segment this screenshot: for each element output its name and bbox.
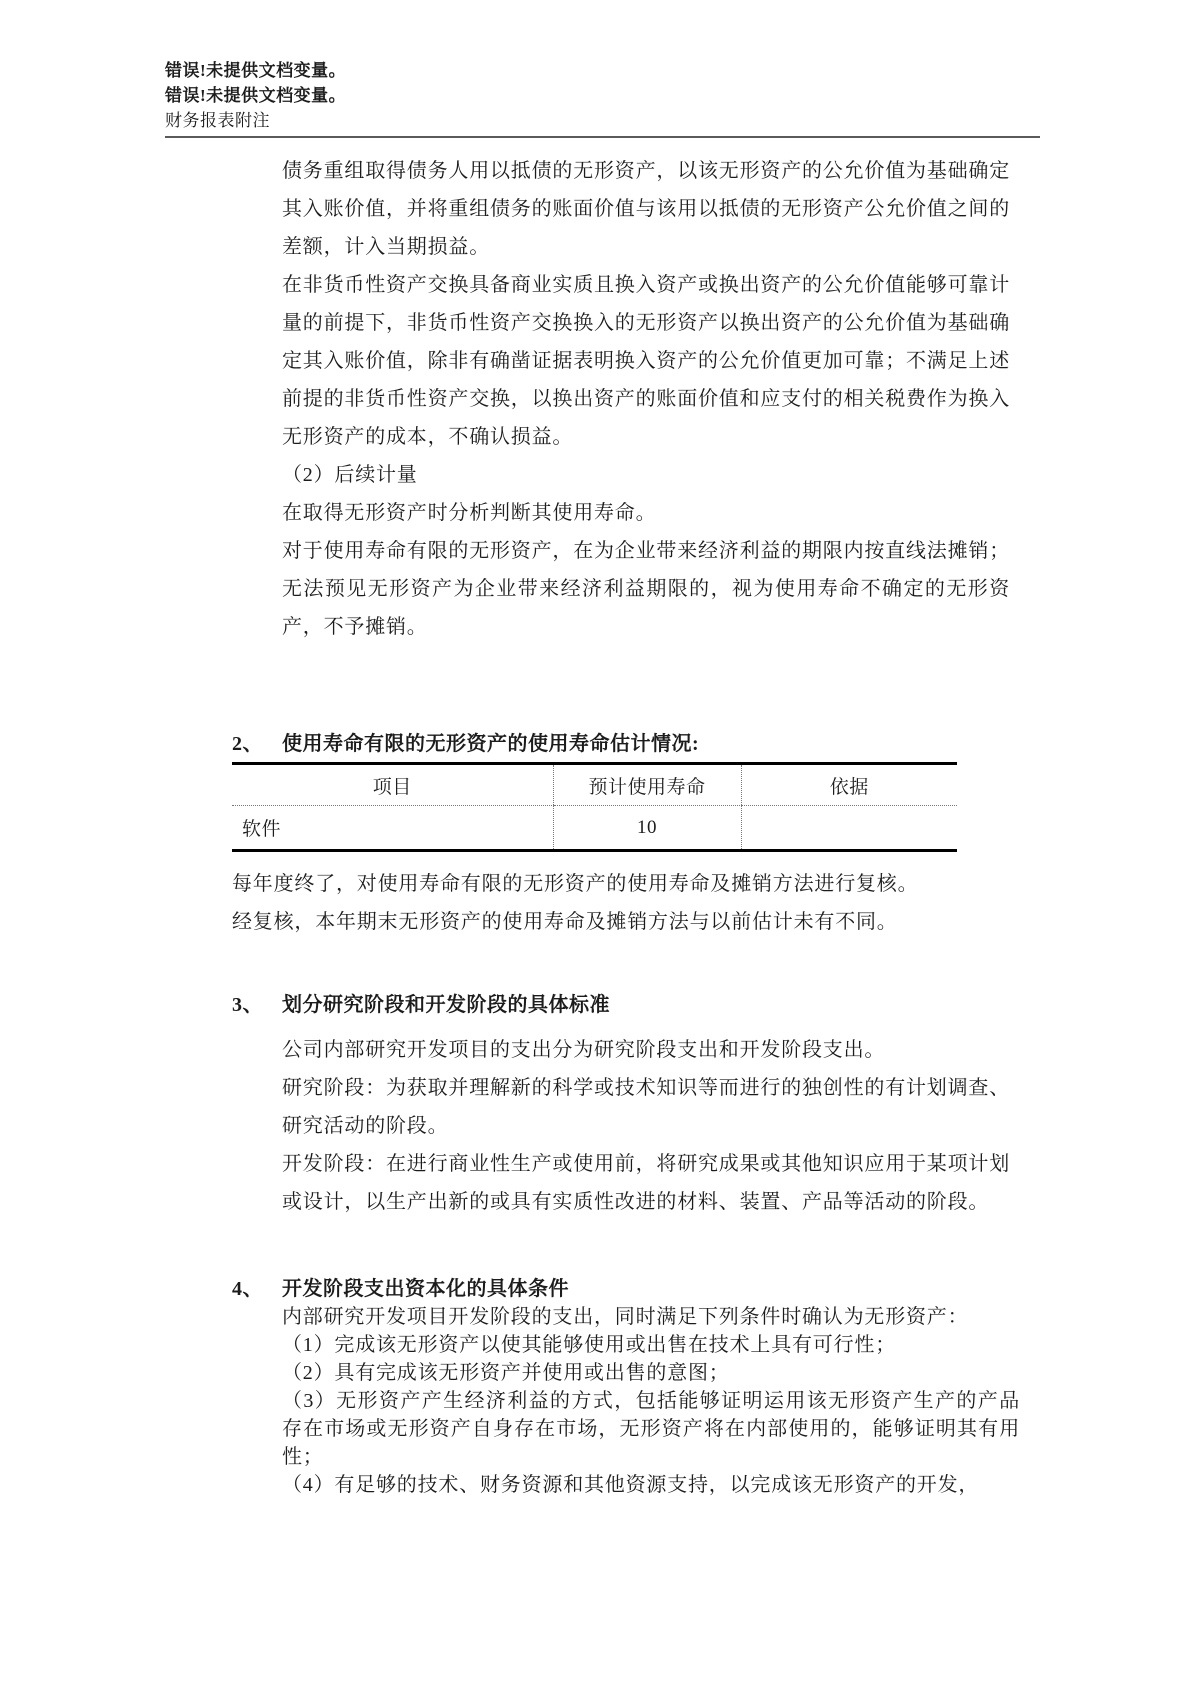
document-body: [232, 152, 1020, 1499]
section-4-heading: [232, 1277, 1010, 1301]
condition-1-feasibility: （1）完成该无形资产以使其能够使用或出售在技术上具有可行性；: [282, 1334, 896, 1356]
section-3-title: 划分研究阶段和开发阶段的具体标准: [282, 994, 610, 1016]
paragraph-development-stage: 开发阶段：在进行商业性生产或使用前，将研究成果或其他知识应用于某项计划或设计，以生产出新的或具有实质性改进的材料、装置、产品等活动的阶段。: [282, 1153, 1010, 1213]
paragraph-amortization-method: 对于使用寿命有限的无形资产，在为企业带来经济利益的期限内按直线法摊销；无法预见无形资产为企业带来经济利益期限的，视为使用寿命不确定的无形资产，不予摊销。: [282, 540, 1010, 638]
useful-life-table: [232, 762, 957, 852]
table-header-item: 项目: [232, 764, 553, 806]
table-row-software: [232, 806, 957, 851]
condition-2-intention: （2）具有完成该无形资产并使用或出售的意图；: [282, 1362, 730, 1384]
section-2-heading: [232, 732, 957, 762]
table-header-row: [232, 764, 957, 806]
section-4-title: 开发阶段支出资本化的具体条件: [282, 1278, 569, 1300]
paragraph-nonmonetary-exchange: 在非货币性资产交换具备商业实质且换入资产或换出资产的公允价值能够可靠计量的前提下，非货币性资产交换换入的无形资产以换出资产的公允价值为基础确定其入账价值，除非有确凿证据表明换入资产的公允价值更加可靠；不满足上述前提的非货币性资产交换，以换出资产的账面价值和应支付的相关税费作为换入无形资产的成本，不确认损益。: [282, 274, 1010, 448]
section-3-heading: [232, 993, 1010, 1017]
subheading-subsequent-measurement: （2）后续计量: [282, 464, 418, 486]
table-note-no-change: 经复核，本年期末无形资产的使用寿命及摊销方法与以前估计未有不同。: [232, 911, 898, 933]
section-3: [232, 993, 1010, 1221]
section-2-number: 2、: [232, 733, 263, 755]
section-3-body: [282, 1031, 1010, 1221]
table-header-basis: 依据: [741, 764, 957, 806]
paragraph-rd-split: 公司内部研究开发项目的支出分为研究阶段支出和开发阶段支出。: [282, 1039, 886, 1061]
cell-life-value: 10: [553, 806, 741, 851]
header-notes-title: 财务报表附注: [165, 111, 270, 130]
paragraph-capitalization-intro: 内部研究开发项目开发阶段的支出，同时满足下列条件时确认为无形资产：: [282, 1306, 969, 1328]
section-4-body: [282, 1303, 1020, 1499]
paragraph-debt-restructuring: 债务重组取得债务人用以抵债的无形资产，以该无形资产的公允价值为基础确定其入账价值，并将重组债务的账面价值与该用以抵债的无形资产公允价值之间的差额，计入当期损益。: [282, 160, 1010, 258]
cell-item-software: 软件: [242, 819, 282, 840]
section-4-number: 4、: [232, 1278, 263, 1300]
header-doc-variable-error-1: 错误!未提供文档变量。: [165, 61, 347, 80]
condition-3-economic-benefit: （3）无形资产产生经济利益的方式，包括能够证明运用该无形资产生产的产品存在市场或无形资产自身存在市场，无形资产将在内部使用的，能够证明其有用性；: [282, 1390, 1020, 1468]
intangible-assets-paragraphs: [282, 152, 1010, 646]
section-2-title: 使用寿命有限的无形资产的使用寿命估计情况:: [282, 733, 700, 755]
header-rule: [165, 136, 1040, 138]
table-note-review: 每年度终了，对使用寿命有限的无形资产的使用寿命及摊销方法进行复核。: [232, 873, 919, 895]
header-doc-variable-error-2: 错误!未提供文档变量。: [165, 86, 347, 105]
page-header: [165, 58, 1040, 138]
section-3-number: 3、: [232, 994, 263, 1016]
section-4: [232, 1277, 1020, 1499]
paragraph-research-stage: 研究阶段：为获取并理解新的科学或技术知识等而进行的独创性的有计划调查、研究活动的阶段。: [282, 1077, 1010, 1137]
condition-4-resources: （4）有足够的技术、财务资源和其他资源支持，以完成该无形资产的开发，: [282, 1474, 980, 1496]
cell-basis-empty: [741, 806, 957, 851]
table-header-expected-life: 预计使用寿命: [553, 764, 741, 806]
section-2: [232, 732, 957, 852]
paragraph-useful-life-judgement: 在取得无形资产时分析判断其使用寿命。: [282, 502, 657, 524]
